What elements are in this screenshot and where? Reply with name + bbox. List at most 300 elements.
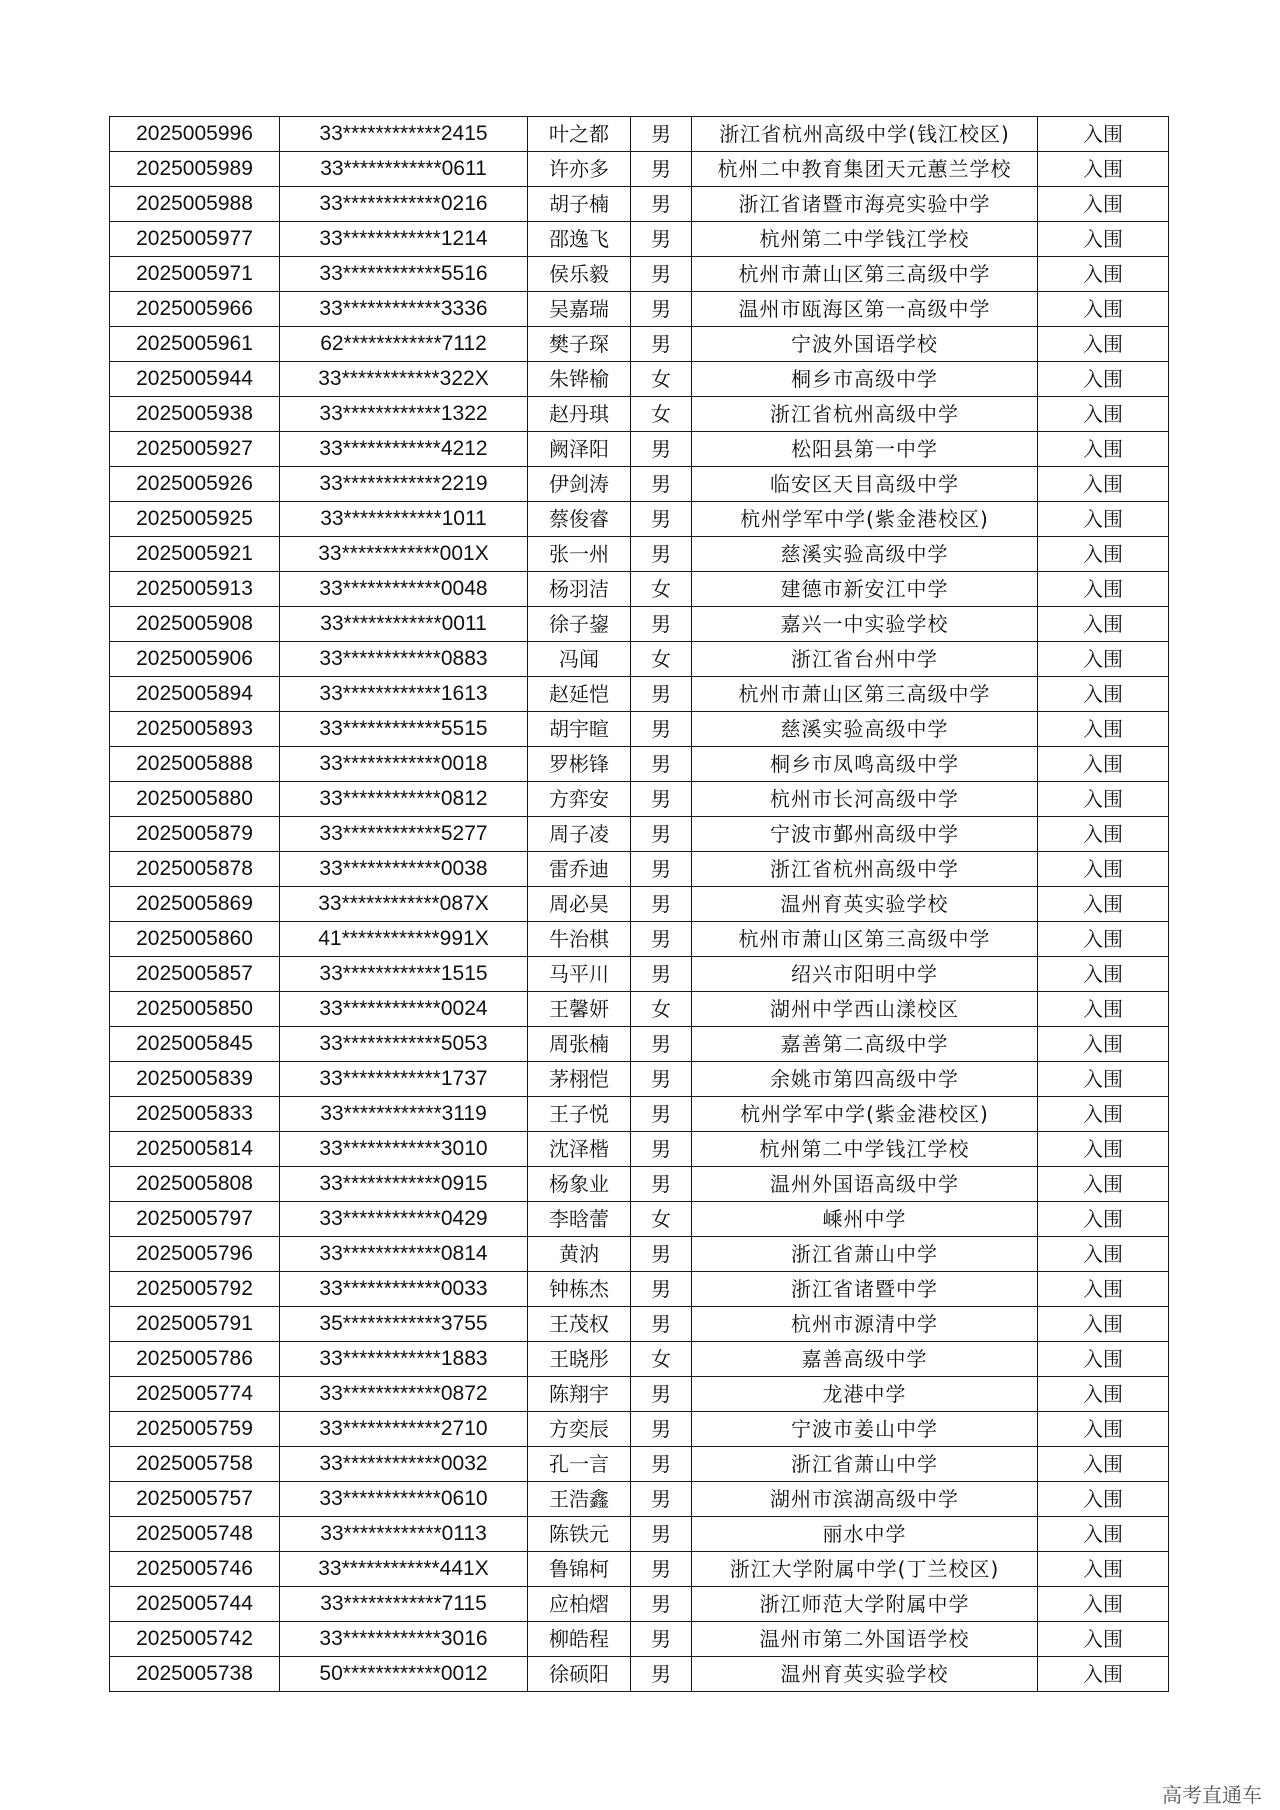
gender-cell: 男 <box>631 817 692 852</box>
school-cell: 绍兴市阳明中学 <box>692 957 1038 992</box>
gender-cell: 男 <box>631 1132 692 1167</box>
id-number-cell: 33************001X <box>280 537 528 572</box>
roster-table <box>109 116 1169 1692</box>
gender-cell: 女 <box>631 1342 692 1377</box>
exam-id-cell: 2025005977 <box>110 222 280 257</box>
id-number-cell: 33************0048 <box>280 572 528 607</box>
name-cell: 胡宇暄 <box>528 712 631 747</box>
name-cell: 罗彬锋 <box>528 747 631 782</box>
table-row <box>110 1517 1169 1552</box>
id-number-cell: 33************441X <box>280 1552 528 1587</box>
school-cell: 丽水中学 <box>692 1517 1038 1552</box>
table-row <box>110 362 1169 397</box>
id-number-cell: 41************991X <box>280 922 528 957</box>
table-row <box>110 292 1169 327</box>
exam-id-cell: 2025005833 <box>110 1097 280 1132</box>
exam-id-cell: 2025005850 <box>110 992 280 1027</box>
school-cell: 浙江省台州中学 <box>692 642 1038 677</box>
exam-id-cell: 2025005878 <box>110 852 280 887</box>
table-row <box>110 1027 1169 1062</box>
exam-id-cell: 2025005888 <box>110 747 280 782</box>
gender-cell: 男 <box>631 1657 692 1692</box>
table-row <box>110 642 1169 677</box>
gender-cell: 男 <box>631 1027 692 1062</box>
table-row <box>110 1622 1169 1657</box>
exam-id-cell: 2025005938 <box>110 397 280 432</box>
exam-id-cell: 2025005791 <box>110 1307 280 1342</box>
result-cell: 入围 <box>1038 1482 1169 1517</box>
gender-cell: 女 <box>631 642 692 677</box>
table-row <box>110 1552 1169 1587</box>
name-cell: 王茂权 <box>528 1307 631 1342</box>
gender-cell: 男 <box>631 712 692 747</box>
id-number-cell: 33************0915 <box>280 1167 528 1202</box>
name-cell: 应柏熠 <box>528 1587 631 1622</box>
id-number-cell: 33************3119 <box>280 1097 528 1132</box>
gender-cell: 女 <box>631 397 692 432</box>
result-cell: 入围 <box>1038 1517 1169 1552</box>
school-cell: 浙江省杭州高级中学 <box>692 852 1038 887</box>
result-cell: 入围 <box>1038 257 1169 292</box>
roster-body <box>110 117 1169 1692</box>
name-cell: 雷乔迪 <box>528 852 631 887</box>
gender-cell: 男 <box>631 1587 692 1622</box>
id-number-cell: 33************1322 <box>280 397 528 432</box>
id-number-cell: 33************0018 <box>280 747 528 782</box>
id-number-cell: 62************7112 <box>280 327 528 362</box>
name-cell: 王馨妍 <box>528 992 631 1027</box>
result-cell: 入围 <box>1038 712 1169 747</box>
school-cell: 浙江省诸暨市海亮实验中学 <box>692 187 1038 222</box>
result-cell: 入围 <box>1038 467 1169 502</box>
gender-cell: 男 <box>631 1237 692 1272</box>
gender-cell: 男 <box>631 327 692 362</box>
name-cell: 杨象业 <box>528 1167 631 1202</box>
id-number-cell: 33************2219 <box>280 467 528 502</box>
table-row <box>110 1307 1169 1342</box>
id-number-cell: 33************1214 <box>280 222 528 257</box>
school-cell: 温州育英实验学校 <box>692 887 1038 922</box>
school-cell: 湖州市滨湖高级中学 <box>692 1482 1038 1517</box>
exam-id-cell: 2025005742 <box>110 1622 280 1657</box>
id-number-cell: 33************0032 <box>280 1447 528 1482</box>
school-cell: 杭州市萧山区第三高级中学 <box>692 677 1038 712</box>
name-cell: 徐硕阳 <box>528 1657 631 1692</box>
result-cell: 入围 <box>1038 502 1169 537</box>
school-cell: 桐乡市凤鸣高级中学 <box>692 747 1038 782</box>
exam-id-cell: 2025005797 <box>110 1202 280 1237</box>
gender-cell: 男 <box>631 432 692 467</box>
gender-cell: 男 <box>631 1552 692 1587</box>
table-row <box>110 957 1169 992</box>
gender-cell: 男 <box>631 957 692 992</box>
table-row <box>110 607 1169 642</box>
school-cell: 余姚市第四高级中学 <box>692 1062 1038 1097</box>
gender-cell: 男 <box>631 607 692 642</box>
table-row <box>110 572 1169 607</box>
school-cell: 杭州市萧山区第三高级中学 <box>692 922 1038 957</box>
school-cell: 杭州市萧山区第三高级中学 <box>692 257 1038 292</box>
school-cell: 湖州中学西山漾校区 <box>692 992 1038 1027</box>
table-row <box>110 747 1169 782</box>
result-cell: 入围 <box>1038 922 1169 957</box>
school-cell: 温州外国语高级中学 <box>692 1167 1038 1202</box>
id-number-cell: 33************1515 <box>280 957 528 992</box>
id-number-cell: 33************5053 <box>280 1027 528 1062</box>
school-cell: 宁波市鄞州高级中学 <box>692 817 1038 852</box>
name-cell: 马平川 <box>528 957 631 992</box>
table-row <box>110 152 1169 187</box>
table-row <box>110 852 1169 887</box>
name-cell: 牛治棋 <box>528 922 631 957</box>
table-row <box>110 1342 1169 1377</box>
school-cell: 温州育英实验学校 <box>692 1657 1038 1692</box>
result-cell: 入围 <box>1038 747 1169 782</box>
watermark-text: 高考直通车 <box>1162 1783 1262 1807</box>
result-cell: 入围 <box>1038 432 1169 467</box>
table-row <box>110 1062 1169 1097</box>
table-row <box>110 222 1169 257</box>
id-number-cell: 33************087X <box>280 887 528 922</box>
gender-cell: 男 <box>631 677 692 712</box>
id-number-cell: 33************0872 <box>280 1377 528 1412</box>
id-number-cell: 33************322X <box>280 362 528 397</box>
id-number-cell: 33************0113 <box>280 1517 528 1552</box>
table-row <box>110 677 1169 712</box>
result-cell: 入围 <box>1038 782 1169 817</box>
gender-cell: 男 <box>631 187 692 222</box>
name-cell: 胡子楠 <box>528 187 631 222</box>
gender-cell: 男 <box>631 887 692 922</box>
result-cell: 入围 <box>1038 992 1169 1027</box>
school-cell: 建德市新安江中学 <box>692 572 1038 607</box>
table-row <box>110 1412 1169 1447</box>
name-cell: 邵逸飞 <box>528 222 631 257</box>
result-cell: 入围 <box>1038 642 1169 677</box>
result-cell: 入围 <box>1038 1622 1169 1657</box>
exam-id-cell: 2025005989 <box>110 152 280 187</box>
id-number-cell: 33************0611 <box>280 152 528 187</box>
result-cell: 入围 <box>1038 1097 1169 1132</box>
result-cell: 入围 <box>1038 677 1169 712</box>
gender-cell: 男 <box>631 922 692 957</box>
school-cell: 嵊州中学 <box>692 1202 1038 1237</box>
exam-id-cell: 2025005908 <box>110 607 280 642</box>
result-cell: 入围 <box>1038 1307 1169 1342</box>
name-cell: 钟栋杰 <box>528 1272 631 1307</box>
table-row <box>110 257 1169 292</box>
result-cell: 入围 <box>1038 887 1169 922</box>
school-cell: 嘉兴一中实验学校 <box>692 607 1038 642</box>
gender-cell: 男 <box>631 1622 692 1657</box>
exam-id-cell: 2025005758 <box>110 1447 280 1482</box>
id-number-cell: 33************1613 <box>280 677 528 712</box>
school-cell: 浙江省杭州高级中学 <box>692 397 1038 432</box>
gender-cell: 男 <box>631 1377 692 1412</box>
gender-cell: 男 <box>631 257 692 292</box>
gender-cell: 男 <box>631 537 692 572</box>
name-cell: 方奕辰 <box>528 1412 631 1447</box>
school-cell: 浙江大学附属中学(丁兰校区) <box>692 1552 1038 1587</box>
school-cell: 松阳县第一中学 <box>692 432 1038 467</box>
table-row <box>110 922 1169 957</box>
exam-id-cell: 2025005880 <box>110 782 280 817</box>
school-cell: 桐乡市高级中学 <box>692 362 1038 397</box>
school-cell: 杭州第二中学钱江学校 <box>692 1132 1038 1167</box>
table-row <box>110 117 1169 152</box>
school-cell: 嘉善高级中学 <box>692 1342 1038 1377</box>
exam-id-cell: 2025005744 <box>110 1587 280 1622</box>
name-cell: 沈泽楷 <box>528 1132 631 1167</box>
result-cell: 入围 <box>1038 1062 1169 1097</box>
table-row <box>110 537 1169 572</box>
school-cell: 浙江省诸暨中学 <box>692 1272 1038 1307</box>
gender-cell: 男 <box>631 152 692 187</box>
result-cell: 入围 <box>1038 1587 1169 1622</box>
school-cell: 慈溪实验高级中学 <box>692 712 1038 747</box>
gender-cell: 男 <box>631 222 692 257</box>
gender-cell: 男 <box>631 1447 692 1482</box>
name-cell: 叶之都 <box>528 117 631 152</box>
table-row <box>110 1202 1169 1237</box>
school-cell: 临安区天目高级中学 <box>692 467 1038 502</box>
result-cell: 入围 <box>1038 1342 1169 1377</box>
exam-id-cell: 2025005913 <box>110 572 280 607</box>
id-number-cell: 33************0033 <box>280 1272 528 1307</box>
result-cell: 入围 <box>1038 1027 1169 1062</box>
table-row <box>110 1132 1169 1167</box>
result-cell: 入围 <box>1038 327 1169 362</box>
exam-id-cell: 2025005966 <box>110 292 280 327</box>
id-number-cell: 33************4212 <box>280 432 528 467</box>
table-row <box>110 712 1169 747</box>
name-cell: 王晓彤 <box>528 1342 631 1377</box>
id-number-cell: 33************0883 <box>280 642 528 677</box>
exam-id-cell: 2025005857 <box>110 957 280 992</box>
name-cell: 侯乐毅 <box>528 257 631 292</box>
id-number-cell: 33************0812 <box>280 782 528 817</box>
name-cell: 黄汭 <box>528 1237 631 1272</box>
gender-cell: 男 <box>631 1167 692 1202</box>
table-row <box>110 1377 1169 1412</box>
id-number-cell: 33************5515 <box>280 712 528 747</box>
school-cell: 温州市瓯海区第一高级中学 <box>692 292 1038 327</box>
id-number-cell: 33************0011 <box>280 607 528 642</box>
exam-id-cell: 2025005927 <box>110 432 280 467</box>
gender-cell: 男 <box>631 1307 692 1342</box>
exam-id-cell: 2025005961 <box>110 327 280 362</box>
result-cell: 入围 <box>1038 1552 1169 1587</box>
gender-cell: 男 <box>631 467 692 502</box>
result-cell: 入围 <box>1038 117 1169 152</box>
id-number-cell: 33************3016 <box>280 1622 528 1657</box>
name-cell: 伊剑涛 <box>528 467 631 502</box>
school-cell: 浙江师范大学附属中学 <box>692 1587 1038 1622</box>
name-cell: 李晗蕾 <box>528 1202 631 1237</box>
id-number-cell: 33************1883 <box>280 1342 528 1377</box>
exam-id-cell: 2025005814 <box>110 1132 280 1167</box>
id-number-cell: 33************7115 <box>280 1587 528 1622</box>
name-cell: 樊子琛 <box>528 327 631 362</box>
name-cell: 冯闻 <box>528 642 631 677</box>
school-cell: 杭州市长河高级中学 <box>692 782 1038 817</box>
gender-cell: 女 <box>631 992 692 1027</box>
id-number-cell: 33************2710 <box>280 1412 528 1447</box>
result-cell: 入围 <box>1038 1132 1169 1167</box>
result-cell: 入围 <box>1038 292 1169 327</box>
school-cell: 杭州市源清中学 <box>692 1307 1038 1342</box>
table-row <box>110 1587 1169 1622</box>
table-row <box>110 782 1169 817</box>
exam-id-cell: 2025005996 <box>110 117 280 152</box>
table-row <box>110 1237 1169 1272</box>
exam-id-cell: 2025005944 <box>110 362 280 397</box>
gender-cell: 男 <box>631 782 692 817</box>
exam-id-cell: 2025005926 <box>110 467 280 502</box>
exam-id-cell: 2025005839 <box>110 1062 280 1097</box>
gender-cell: 女 <box>631 572 692 607</box>
name-cell: 方弈安 <box>528 782 631 817</box>
exam-id-cell: 2025005893 <box>110 712 280 747</box>
gender-cell: 男 <box>631 502 692 537</box>
name-cell: 周张楠 <box>528 1027 631 1062</box>
id-number-cell: 33************0429 <box>280 1202 528 1237</box>
exam-id-cell: 2025005759 <box>110 1412 280 1447</box>
exam-id-cell: 2025005906 <box>110 642 280 677</box>
name-cell: 陈铁元 <box>528 1517 631 1552</box>
name-cell: 周必昊 <box>528 887 631 922</box>
table-row <box>110 887 1169 922</box>
result-cell: 入围 <box>1038 1657 1169 1692</box>
id-number-cell: 33************5516 <box>280 257 528 292</box>
school-cell: 宁波外国语学校 <box>692 327 1038 362</box>
exam-id-cell: 2025005845 <box>110 1027 280 1062</box>
name-cell: 茅栩恺 <box>528 1062 631 1097</box>
id-number-cell: 33************0038 <box>280 852 528 887</box>
id-number-cell: 33************1737 <box>280 1062 528 1097</box>
name-cell: 王浩鑫 <box>528 1482 631 1517</box>
id-number-cell: 33************0024 <box>280 992 528 1027</box>
exam-id-cell: 2025005757 <box>110 1482 280 1517</box>
exam-id-cell: 2025005792 <box>110 1272 280 1307</box>
school-cell: 杭州第二中学钱江学校 <box>692 222 1038 257</box>
name-cell: 张一州 <box>528 537 631 572</box>
result-cell: 入围 <box>1038 1377 1169 1412</box>
result-cell: 入围 <box>1038 852 1169 887</box>
table-row <box>110 327 1169 362</box>
table-row <box>110 1167 1169 1202</box>
school-cell: 杭州二中教育集团天元蕙兰学校 <box>692 152 1038 187</box>
result-cell: 入围 <box>1038 572 1169 607</box>
id-number-cell: 33************3010 <box>280 1132 528 1167</box>
result-cell: 入围 <box>1038 1202 1169 1237</box>
name-cell: 陈翔宇 <box>528 1377 631 1412</box>
result-cell: 入围 <box>1038 187 1169 222</box>
id-number-cell: 33************0814 <box>280 1237 528 1272</box>
table-row <box>110 502 1169 537</box>
result-cell: 入围 <box>1038 1447 1169 1482</box>
exam-id-cell: 2025005808 <box>110 1167 280 1202</box>
name-cell: 周子凌 <box>528 817 631 852</box>
school-cell: 浙江省萧山中学 <box>692 1237 1038 1272</box>
exam-id-cell: 2025005786 <box>110 1342 280 1377</box>
id-number-cell: 33************5277 <box>280 817 528 852</box>
exam-id-cell: 2025005748 <box>110 1517 280 1552</box>
gender-cell: 男 <box>631 1412 692 1447</box>
school-cell: 浙江省杭州高级中学(钱江校区) <box>692 117 1038 152</box>
name-cell: 鲁锦柯 <box>528 1552 631 1587</box>
table-row <box>110 1482 1169 1517</box>
school-cell: 龙港中学 <box>692 1377 1038 1412</box>
gender-cell: 男 <box>631 292 692 327</box>
result-cell: 入围 <box>1038 152 1169 187</box>
table-row <box>110 432 1169 467</box>
gender-cell: 男 <box>631 1062 692 1097</box>
exam-id-cell: 2025005738 <box>110 1657 280 1692</box>
result-cell: 入围 <box>1038 362 1169 397</box>
exam-id-cell: 2025005921 <box>110 537 280 572</box>
gender-cell: 男 <box>631 852 692 887</box>
school-cell: 杭州学军中学(紫金港校区) <box>692 1097 1038 1132</box>
gender-cell: 男 <box>631 1272 692 1307</box>
exam-id-cell: 2025005774 <box>110 1377 280 1412</box>
exam-id-cell: 2025005860 <box>110 922 280 957</box>
gender-cell: 男 <box>631 747 692 782</box>
table-row <box>110 467 1169 502</box>
id-number-cell: 33************3336 <box>280 292 528 327</box>
gender-cell: 女 <box>631 362 692 397</box>
gender-cell: 女 <box>631 1202 692 1237</box>
name-cell: 赵延恺 <box>528 677 631 712</box>
name-cell: 孔一言 <box>528 1447 631 1482</box>
result-cell: 入围 <box>1038 1412 1169 1447</box>
result-cell: 入围 <box>1038 397 1169 432</box>
exam-id-cell: 2025005971 <box>110 257 280 292</box>
result-cell: 入围 <box>1038 1237 1169 1272</box>
name-cell: 吴嘉瑞 <box>528 292 631 327</box>
result-cell: 入围 <box>1038 957 1169 992</box>
result-cell: 入围 <box>1038 1167 1169 1202</box>
school-cell: 宁波市姜山中学 <box>692 1412 1038 1447</box>
name-cell: 徐子鋆 <box>528 607 631 642</box>
table-row <box>110 397 1169 432</box>
id-number-cell: 35************3755 <box>280 1307 528 1342</box>
id-number-cell: 50************0012 <box>280 1657 528 1692</box>
result-cell: 入围 <box>1038 817 1169 852</box>
exam-id-cell: 2025005925 <box>110 502 280 537</box>
exam-id-cell: 2025005869 <box>110 887 280 922</box>
school-cell: 慈溪实验高级中学 <box>692 537 1038 572</box>
table-row <box>110 187 1169 222</box>
school-cell: 浙江省萧山中学 <box>692 1447 1038 1482</box>
school-cell: 杭州学军中学(紫金港校区) <box>692 502 1038 537</box>
table-row <box>110 992 1169 1027</box>
exam-id-cell: 2025005796 <box>110 1237 280 1272</box>
result-cell: 入围 <box>1038 1272 1169 1307</box>
gender-cell: 男 <box>631 1517 692 1552</box>
name-cell: 朱铧榆 <box>528 362 631 397</box>
table-row <box>110 1097 1169 1132</box>
result-cell: 入围 <box>1038 607 1169 642</box>
exam-id-cell: 2025005746 <box>110 1552 280 1587</box>
id-number-cell: 33************2415 <box>280 117 528 152</box>
name-cell: 阙泽阳 <box>528 432 631 467</box>
result-cell: 入围 <box>1038 537 1169 572</box>
name-cell: 王子悦 <box>528 1097 631 1132</box>
table-row <box>110 1272 1169 1307</box>
table-row <box>110 1447 1169 1482</box>
gender-cell: 男 <box>631 1482 692 1517</box>
